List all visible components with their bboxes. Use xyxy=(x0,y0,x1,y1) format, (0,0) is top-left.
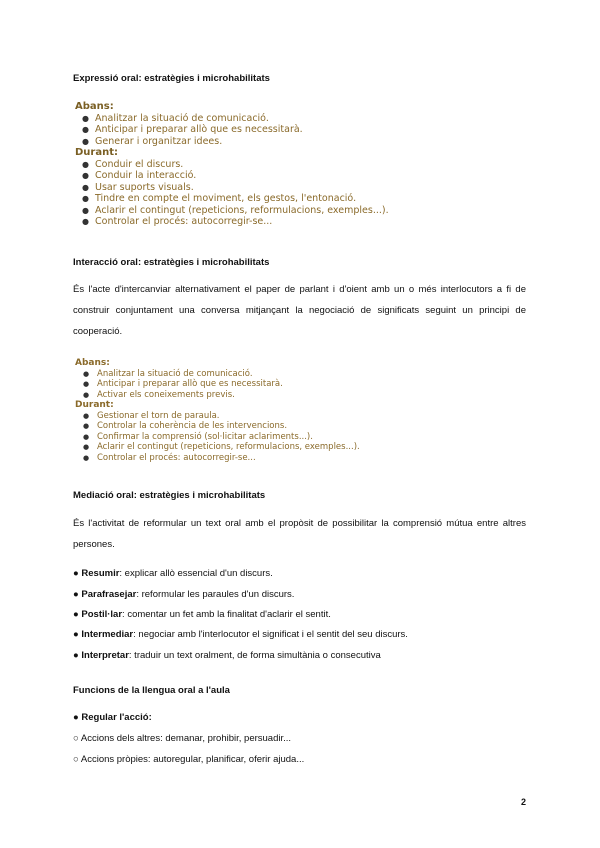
durant-list xyxy=(75,159,389,228)
list-item: ● Generar i organitzar idees. xyxy=(82,135,223,147)
funcions-subitem: ○ Accions pròpies: autoregular, planificar, oferir ajuda... xyxy=(73,754,305,765)
list-item: ● Tindre en compte el moviment, els gestos, l'entonació. xyxy=(82,193,357,204)
section-heading-expressio: Expressió oral: estratègies i microhabilitats xyxy=(73,73,270,84)
list-item: ● Usar suports visuals. xyxy=(82,181,194,193)
mediacio-item-intermediar: ● Intermediar: negociar amb l'interlocutor el significat i el sentit del seu discurs. xyxy=(73,629,408,640)
list-item: ● Gestionar el torn de paraula. xyxy=(83,410,220,421)
mediacio-item-parafrasejar: ● Parafrasejar: reformular les paraules d'un discurs. xyxy=(73,589,295,600)
durant-list xyxy=(75,411,360,464)
section-heading-funcions: Funcions de la llengua oral a l'aula xyxy=(73,685,230,696)
abans-list xyxy=(75,369,360,401)
mediacio-item-interpretar: ● Interpretar: traduir un text oralment, de forma simultània o consecutiva xyxy=(73,650,381,661)
list-item: ● Controlar la coherència de les intervencions. xyxy=(83,421,288,431)
list-item: ● Aclarir el contingut (repeticions, reformulacions, exemples...). xyxy=(82,204,389,216)
expressio-strategies-box xyxy=(75,101,389,228)
section-heading-interaccio: Interacció oral: estratègies i microhabilitats xyxy=(73,257,270,268)
mediacio-paragraph: És l'activitat de reformular un text oral amb el propòsit de possibilitar la comprensió mútua entre altres persones. xyxy=(73,518,526,550)
list-item: ● Controlar el procés: autocorregir-se... xyxy=(83,452,256,463)
durant-label: Durant: xyxy=(75,400,114,410)
section-heading-mediacio: Mediació oral: estratègies i microhabilitats xyxy=(73,490,266,501)
list-item: ● Conduir la interacció. xyxy=(82,170,197,181)
list-item: ● Conduir el discurs. xyxy=(82,158,184,170)
list-item: ● Confirmar la comprensió (sol·licitar aclariments...). xyxy=(83,431,313,442)
mediacio-item-postillar: ● Postil·lar: comentar un fet amb la finalitat d'aclarir el sentit. xyxy=(73,609,331,620)
list-item: ● Anticipar i preparar allò que es necessitarà. xyxy=(83,379,283,389)
abans-list xyxy=(75,113,389,148)
list-item: ● Analitzar la situació de comunicació. xyxy=(83,368,253,379)
list-item: ● Activar els coneixements previs. xyxy=(83,389,235,400)
list-item: ● Analitzar la situació de comunicació. xyxy=(82,112,269,124)
interaccio-strategies-box xyxy=(75,358,360,463)
abans-label: Abans: xyxy=(75,101,114,112)
interaccio-paragraph: És l'acte d'intercanviar alternativament el paper de parlant i d'oient amb un o més interlocutors a fi de construir conjuntament una conversa mitjançant la negociació de significats seguint un principi de cooperació. xyxy=(73,284,526,337)
page-number: 2 xyxy=(521,797,527,807)
list-item: ● Aclarir el contingut (repeticions, reformulacions, exemples...). xyxy=(83,442,360,452)
mediacio-item-resumir: ● Resumir: explicar allò essencial d'un discurs. xyxy=(73,568,273,579)
funcions-item-regular: ● Regular l'acció: xyxy=(73,712,152,723)
list-item: ● Controlar el procés: autocorregir-se... xyxy=(82,216,273,227)
durant-label: Durant: xyxy=(75,147,118,158)
funcions-subitem: ○ Accions dels altres: demanar, prohibir, persuadir... xyxy=(73,733,292,744)
abans-label: Abans: xyxy=(75,358,110,368)
list-item: ● Anticipar i preparar allò que es necessitarà. xyxy=(82,124,303,135)
